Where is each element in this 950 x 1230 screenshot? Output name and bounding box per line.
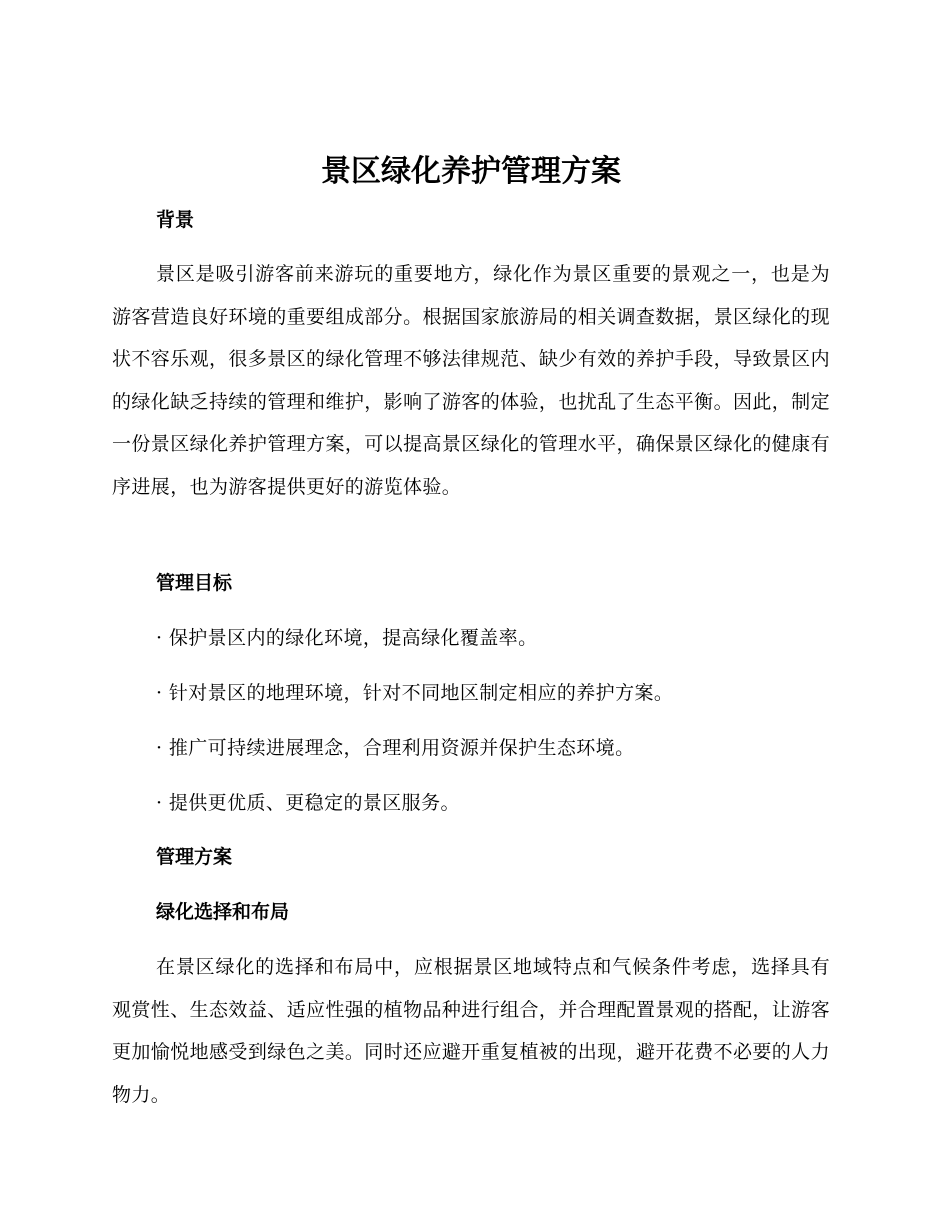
section-heading-plan: 管理方案 — [156, 846, 233, 868]
greening-paragraph: 在景区绿化的选择和布局中，应根据景区地域特点和气候条件考虑，选择具有观赏性、生态效益、适应性强的植物品种进行组合，并合理配置景观的搭配，让游客更加愉悦地感受到绿色之美。同时还应避开重复植被的出现，避开花费不必要的人力物力。 — [112, 956, 830, 1106]
goal-item: · 提供更优质、更稳定的景区服务。 — [156, 792, 460, 814]
document-title: 景区绿化养护管理方案 — [321, 154, 621, 189]
goal-item: · 针对景区的地理环境，针对不同地区制定相应的养护方案。 — [156, 682, 674, 704]
subsection-heading-greening: 绿化选择和布局 — [156, 901, 290, 923]
goal-item: · 保护景区内的绿化环境，提高绿化覆盖率。 — [156, 627, 538, 649]
section-heading-background: 背景 — [156, 209, 195, 231]
goal-item: · 推广可持续进展理念，合理利用资源并保护生态环境。 — [156, 737, 635, 759]
background-paragraph: 景区是吸引游客前来游玩的重要地方，绿化作为景区重要的景观之一，也是为游客营造良好环境的重要组成部分。根据国家旅游局的相关调查数据，景区绿化的现状不容乐观，很多景区的绿化管理不够法律规范、缺少有效的养护手段，导致景区内的绿化缺乏持续的管理和维护，影响了游客的体验，也扰乱了生态平衡。因此，制定一份景区绿化养护管理方案，可以提高景区绿化的管理水平，确保景区绿化的健康有序进展，也为游客提供更好的游览体验。 — [112, 263, 830, 498]
section-heading-goals: 管理目标 — [156, 572, 233, 594]
